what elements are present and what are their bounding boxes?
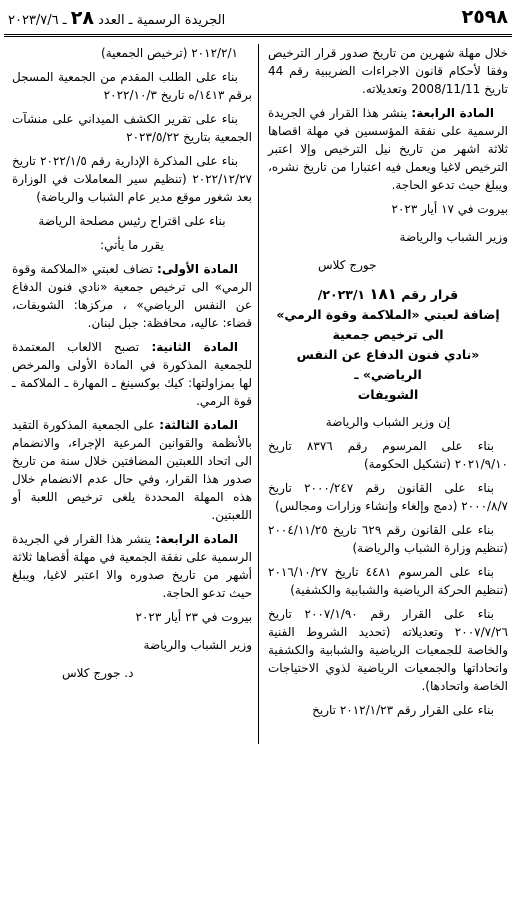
article-three: [12, 416, 252, 524]
recital: بناء على القرار رقم ٢٠٠٧/١/٩٠ تاريخ ٢٠٠٧/٧/٢٦ وتعديلاته (تحديد الشروط الفنية والخاصة للجمعيات الرياضية والشبابية والكشفية واتحاداتها والجمعيات الرياضية لذوي الاحتياجات الخاصة واتحادها).: [268, 607, 508, 693]
minister-title: وزير الشباب والرياضة: [143, 638, 252, 652]
article-text: ينشر هذا القرار في الجريدة الرسمية على نفقة المؤسسين في مهلة اقصاها ثلاثة اشهر من تاريخ نيل الترخيص وإلا اعتبر الترخيص لاغيا ويعمل فيه اعتبارا من تاريخ نشره، ويبلغ حيث تدعو الحاجة.: [268, 106, 508, 192]
article-label: المادة الرابعة:: [155, 532, 238, 546]
right-column: [268, 44, 508, 725]
decision-date: ٢٠٢٣/١/: [317, 287, 366, 302]
recital: بناء على تقرير الكشف الميداني على منشآت الجمعية بتاريخ ٢٠٢٣/٥/٢٢: [12, 112, 252, 144]
left-column: [12, 44, 252, 692]
title-date: ـ ٢٠٢٣/٧/٦: [8, 13, 67, 28]
page-header: [0, 0, 516, 36]
paragraph: خلال مهلة شهرين من تاريخ صدور قرار الترخيص وفقا لأحكام قانون الاجراءات الضريبية رقم 44 تاريخ 2008/11/11 وتعديلاته.: [268, 46, 508, 96]
place-date: بيروت في ٢٣ أيار ٢٠٢٣: [135, 610, 252, 624]
heading-line: الشويفات: [357, 387, 419, 402]
article-four: [268, 104, 508, 194]
recital: بناء على الطلب المقدم من الجمعية المسجل برقم ١٤١٣/ه تاريخ ٢٠٢٢/١٠/٣: [12, 70, 252, 102]
heading-line: الى ترخيص جمعية: [332, 327, 444, 342]
recital: بناء على القانون رقم ٢٠٠٠/٢٤٧ تاريخ ٢٠٠٠/٨/٧ (دمج وإلغاء وإنشاء وزارات ومجالس): [268, 481, 508, 513]
heading-line: «نادي فنون الدفاع عن النفس الرياضي» ـ: [296, 347, 480, 382]
decision-heading: [268, 284, 508, 405]
minister-name: د. جورج كلاس: [62, 666, 134, 680]
recital: ٢٠١٢/٢/١ (ترخيص الجمعية): [101, 46, 238, 60]
gazette-title: [8, 7, 225, 29]
recital: بناء على المذكرة الإدارية رقم ٢٠٢٢/١/٥ تاريخ ٢٠٢٢/١٢/٢٧ (تنظيم سير المعاملات في الوزارة بعد شغور موقع مدير عام الشباب والرياضة): [12, 154, 252, 204]
recital: بناء على القرار رقم ٢٠١٢/١/٢٣ تاريخ: [312, 703, 494, 717]
article-label: المادة الثالثة:: [159, 418, 239, 432]
column-divider: [258, 44, 259, 744]
recital: بناء على القانون رقم ٦٢٩ تاريخ ٢٠٠٤/١١/٢٥ (تنظيم وزارة الشباب والرياضة): [268, 523, 508, 555]
minister-name: جورج كلاس: [318, 258, 377, 272]
page-number: ٢٥٩٨: [461, 6, 508, 28]
decision-number: ١٨١: [369, 285, 397, 303]
article-label: المادة الرابعة:: [411, 106, 494, 120]
decides: يقرر ما يأتي:: [100, 238, 164, 252]
title-prefix: الجريدة الرسمية ـ العدد: [98, 13, 226, 28]
minister-title: وزير الشباب والرياضة: [399, 230, 508, 244]
article-two: [12, 338, 252, 410]
article-text: تضاف لعبتي «الملاكمة وقوة الرمي» الى ترخيص جمعية «نادي فنون الدفاع عن النفس الرياضي» ، مركزها: الشويفات، قضاء: عاليه، محافظة: جبل لبنان.: [12, 262, 252, 330]
recital: بناء على اقتراح رئيس مصلحة الرياضة: [38, 214, 226, 228]
heading-line: إضافة لعبتي «الملاكمة وقوة الرمي»: [276, 307, 500, 322]
intro: إن وزير الشباب والرياضة: [325, 415, 451, 429]
article-text: ينشر هذا القرار في الجريدة الرسمية على نفقة الجمعية في مهلة أقصاها ثلاثة أشهر من تاريخ صدوره والا اعتبر لاغيا، ويبلغ حيث تدعو الحاجة.: [12, 532, 252, 600]
header-rule: [4, 34, 512, 37]
article-text: تصبح الالعاب المعتمدة للجمعية المذكورة في المادة الأولى والمرخص لها بمزاولتها: كيك بوكسينغ ـ المهارة ـ الملاكمة ـ قوة الرمي.: [12, 340, 252, 408]
article-text: على الجمعية المذكورة التقيد بالأنظمة والقوانين المرعية الإجراء، والانضمام الى اتحاد اللعبتين المضافتين خلال سنة من تاريخ صدور هذا القرار، وفي حال عدم الانضمام خلال هذه المهلة المحددة يلغى ترخيص اللعبة أو اللعبتين.: [12, 418, 252, 522]
article-one: [12, 260, 252, 332]
recital: بناء على المرسوم ٤٤٨١ تاريخ ٢٠١٦/١٠/٢٧ (تنظيم الحركة الرياضية والشبابية والكشفية): [268, 565, 508, 597]
recital: بناء على المرسوم رقم ٨٣٧٦ تاريخ ٢٠٢١/٩/١٠ (تشكيل الحكومة): [268, 439, 508, 471]
article-label: المادة الأولى:: [157, 262, 238, 276]
issue-number: ٢٨: [70, 7, 94, 29]
decision-number-line: قرار رقم ١٨١ ٢٠٢٣/١/: [317, 285, 459, 303]
article-label: المادة الثانية:: [151, 340, 239, 354]
article-four: [12, 530, 252, 602]
place-date: بيروت في ١٧ أيار ٢٠٢٣: [391, 202, 508, 216]
